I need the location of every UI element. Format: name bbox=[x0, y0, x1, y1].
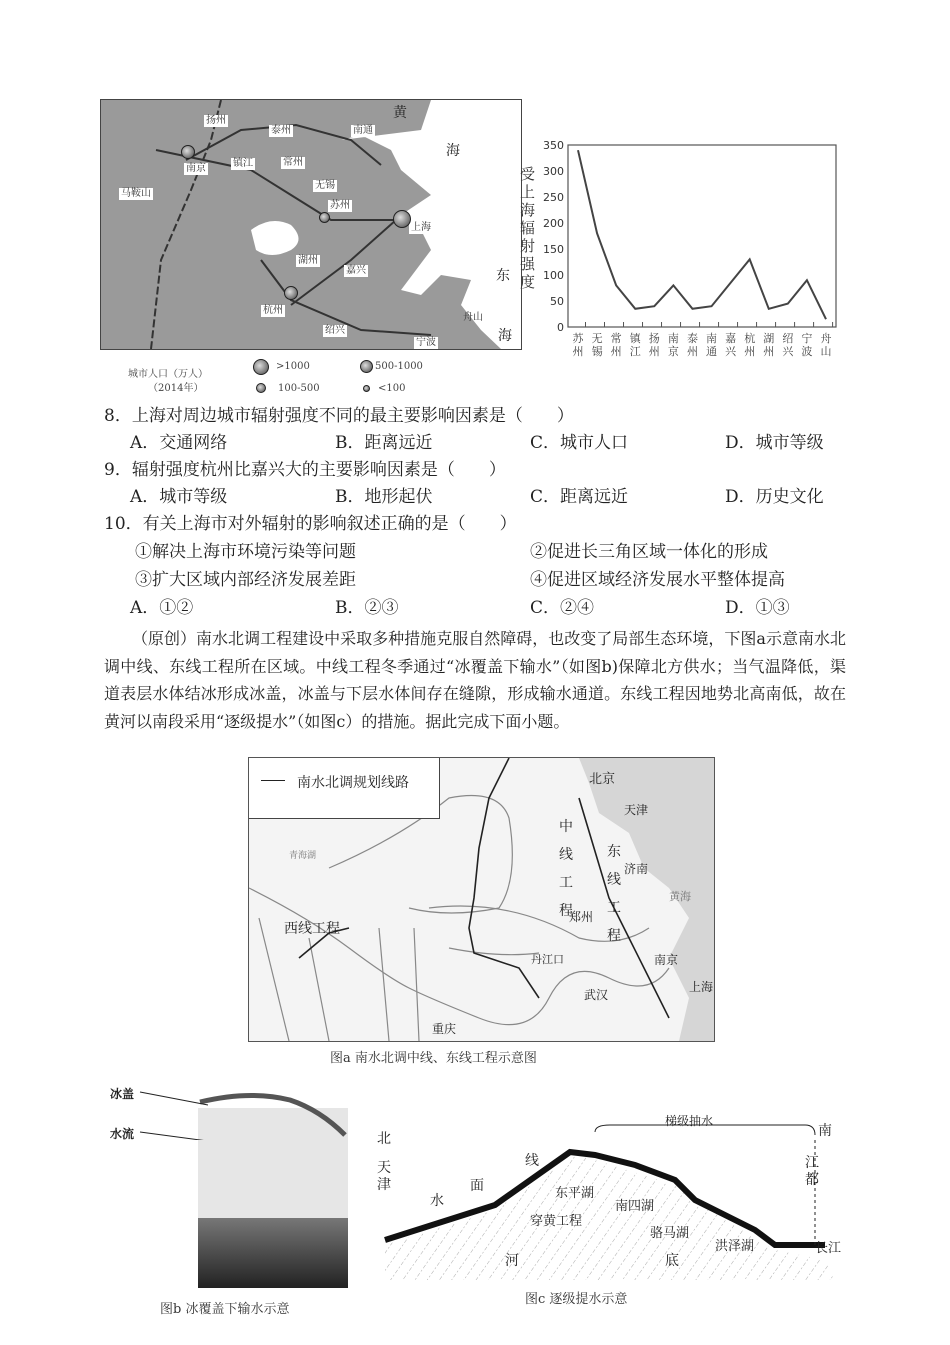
legend-year: （2014年） bbox=[148, 383, 204, 394]
svg-text:兴: 兴 bbox=[782, 345, 794, 358]
q10-statement-2: ②促进长三角区域一体化的形成 bbox=[530, 542, 768, 562]
svg-text:京: 京 bbox=[667, 345, 679, 358]
svg-text:湖: 湖 bbox=[763, 332, 775, 345]
sea-label: 黄 bbox=[393, 105, 407, 121]
q10-option-a[interactable]: A．①② bbox=[130, 598, 194, 618]
city-label: 常州 bbox=[283, 157, 303, 168]
svg-text:江: 江 bbox=[629, 345, 641, 358]
city-label: 天津 bbox=[624, 803, 649, 817]
svg-text:200: 200 bbox=[543, 217, 564, 230]
passage-text: （原创）南水北调工程建设中采取多种措施克服自然障碍，也改变了局部生态环境，下图a示意南水北调中线、东线工程所在区域。中线工程冬季通过“冰覆盖下输水”（如图b)保障北方供水；当气温降低，渠道表层水体结冰形成冰盖，冰盖与下层水体间存在缝隙，形成输水通道。东线工程因地势北高南低，故在黄河以南段采用“逐级提水”（如图c）的措施。据此完成下面小题。 bbox=[104, 629, 846, 731]
legend-dot-tiny-icon bbox=[363, 385, 370, 392]
city-label: 扬州 bbox=[206, 115, 226, 126]
svg-text:南: 南 bbox=[667, 332, 679, 345]
riverbed-label: 河 bbox=[505, 1253, 519, 1269]
q10-statement-1: ①解决上海市环境污染等问题 bbox=[135, 542, 356, 562]
figure-c-caption: 图c 逐级提水示意 bbox=[525, 1292, 628, 1307]
water-surface-label: 线 bbox=[525, 1153, 539, 1169]
city-label: 镇江 bbox=[233, 158, 253, 169]
svg-text:州: 州 bbox=[572, 345, 584, 358]
ice-cover-label: 冰盖 bbox=[110, 1087, 135, 1101]
svg-text:锡: 锡 bbox=[591, 345, 603, 358]
legend-dot-small-icon bbox=[256, 383, 266, 393]
city-label: 南京 bbox=[654, 953, 679, 967]
q9-option-c[interactable]: C．距离远近 bbox=[530, 487, 629, 507]
stepwise-pumping-diagram bbox=[375, 1110, 845, 1310]
svg-text:镇: 镇 bbox=[629, 332, 641, 345]
svg-text:250: 250 bbox=[543, 191, 564, 204]
svg-text:杭: 杭 bbox=[744, 332, 756, 345]
radiation-intensity-chart bbox=[520, 135, 850, 365]
city-label: 武汉 bbox=[584, 988, 609, 1002]
svg-text:舟: 舟 bbox=[820, 332, 832, 345]
svg-text:50: 50 bbox=[550, 295, 564, 308]
riverbed-label: 底 bbox=[665, 1253, 679, 1269]
q10-statement-3: ③扩大区域内部经济发展差距 bbox=[135, 570, 356, 590]
svg-text:兴: 兴 bbox=[725, 345, 737, 358]
legend-item: 500-1000 bbox=[375, 361, 423, 372]
city-dot-nanjing bbox=[181, 145, 195, 159]
jiangdu-label: 江都 bbox=[805, 1155, 819, 1188]
ice-cover-diagram bbox=[110, 1080, 360, 1315]
svg-text:150: 150 bbox=[543, 243, 564, 256]
elevation-profile bbox=[375, 1110, 845, 1290]
city-label: 嘉兴 bbox=[346, 265, 366, 276]
city-label: 马鞍山 bbox=[121, 188, 151, 199]
svg-text:无: 无 bbox=[591, 332, 603, 345]
tianjin-label: 天津 bbox=[377, 1160, 391, 1193]
lake-label: 青海湖 bbox=[289, 851, 317, 861]
svg-text:宁: 宁 bbox=[801, 332, 813, 345]
svg-text:波: 波 bbox=[801, 345, 813, 358]
q9-option-a[interactable]: A．城市等级 bbox=[130, 487, 228, 507]
svg-text:通: 通 bbox=[706, 345, 718, 358]
map-landmass bbox=[101, 100, 521, 349]
city-label: 杭州 bbox=[263, 305, 283, 316]
svg-text:州: 州 bbox=[763, 345, 775, 358]
south-north-water-map bbox=[248, 757, 715, 1042]
city-label: 济南 bbox=[624, 862, 649, 876]
route-label-middle: 中线工程 bbox=[559, 819, 573, 919]
line-chart bbox=[520, 135, 850, 365]
svg-text:常: 常 bbox=[610, 332, 622, 345]
q8-option-c[interactable]: C．城市人口 bbox=[530, 433, 629, 453]
city-label: 宁波 bbox=[416, 337, 436, 348]
city-label: 南京 bbox=[186, 163, 206, 174]
sea-label: 海 bbox=[446, 143, 460, 159]
north-label: 北 bbox=[377, 1131, 391, 1147]
legend-item: 100-500 bbox=[278, 383, 320, 394]
q8-option-b[interactable]: B．距离远近 bbox=[335, 433, 433, 453]
route-label-east: 东线工程 bbox=[607, 844, 621, 944]
route-line-icon bbox=[261, 780, 285, 781]
city-label: 绍兴 bbox=[325, 325, 345, 336]
figure-a-caption: 图a 南水北调中线、东线工程示意图 bbox=[330, 1051, 537, 1066]
svg-text:嘉: 嘉 bbox=[725, 332, 737, 345]
water-surface-label: 水 bbox=[430, 1193, 444, 1209]
svg-text:泰: 泰 bbox=[686, 332, 698, 345]
q10-statement-4: ④促进区域经济发展水平整体提高 bbox=[530, 570, 785, 590]
figure-b-caption: 图b 冰覆盖下输水示意 bbox=[160, 1302, 290, 1317]
city-dot-hangzhou bbox=[284, 286, 298, 300]
q9-option-d[interactable]: D．历史文化 bbox=[725, 487, 824, 507]
svg-text:州: 州 bbox=[686, 345, 698, 358]
city-label: 泰州 bbox=[271, 125, 291, 136]
question-10-stem: 10．有关上海市对外辐射的影响叙述正确的是（ ） bbox=[104, 514, 517, 534]
city-label: 南通 bbox=[353, 125, 373, 136]
svg-text:州: 州 bbox=[610, 345, 622, 358]
q10-option-d[interactable]: D．①③ bbox=[725, 598, 790, 618]
legend-dot-medium-icon bbox=[360, 360, 373, 373]
city-label: 重庆 bbox=[432, 1022, 457, 1036]
svg-text:扬: 扬 bbox=[648, 332, 660, 345]
pumping-label: 梯级抽水 bbox=[665, 1114, 714, 1128]
lake-label: 骆马湖 bbox=[650, 1226, 690, 1241]
water-surface-label: 面 bbox=[470, 1178, 484, 1194]
svg-text:山: 山 bbox=[820, 345, 832, 358]
yangtze-delta-map bbox=[100, 99, 522, 350]
city-label: 上海 bbox=[689, 980, 714, 994]
city-label: 丹江口 bbox=[531, 953, 564, 966]
svg-text:州: 州 bbox=[648, 345, 660, 358]
water-flow-label: 水流 bbox=[110, 1127, 135, 1141]
legend-item: <100 bbox=[378, 383, 406, 394]
legend-label: 南水北调规划线路 bbox=[297, 775, 409, 791]
map-a-legend bbox=[249, 758, 440, 819]
legend-dot-large-icon bbox=[253, 359, 269, 375]
city-label: 郑州 bbox=[569, 910, 594, 924]
question-9-stem: 9．辐射强度杭州比嘉兴大的主要影响因素是（ ） bbox=[104, 460, 506, 480]
q10-option-c[interactable]: C．②④ bbox=[530, 598, 595, 618]
svg-text:300: 300 bbox=[543, 165, 564, 178]
q8-option-d[interactable]: D．城市等级 bbox=[725, 433, 824, 453]
gravel-bed bbox=[198, 1218, 348, 1288]
lake-label: 南四湖 bbox=[615, 1199, 655, 1214]
city-label: 苏州 bbox=[330, 200, 350, 211]
legend-title: 城市人口（万人） bbox=[128, 369, 208, 380]
lake-label: 东平湖 bbox=[555, 1186, 595, 1201]
south-label: 南 bbox=[818, 1123, 832, 1139]
svg-text:0: 0 bbox=[557, 321, 564, 334]
legend-item: >1000 bbox=[276, 361, 310, 372]
q10-option-b[interactable]: B．②③ bbox=[335, 598, 399, 618]
city-label: 无锡 bbox=[315, 180, 335, 191]
sea-label: 东 bbox=[496, 268, 510, 284]
question-8-stem: 8．上海对周边城市辐射强度不同的最主要影响因素是（ ） bbox=[104, 406, 574, 426]
city-dot-shanghai bbox=[393, 210, 411, 228]
sea-label: 黄海 bbox=[669, 890, 691, 903]
q8-option-a[interactable]: A．交通网络 bbox=[130, 433, 228, 453]
city-label: 上海 bbox=[411, 222, 431, 233]
city-label: 湖州 bbox=[298, 255, 318, 266]
route-label-west: 西线工程 bbox=[284, 921, 340, 937]
svg-text:绍: 绍 bbox=[782, 332, 794, 345]
svg-text:苏: 苏 bbox=[572, 332, 584, 345]
city-label: 舟山 bbox=[463, 312, 483, 323]
population-legend bbox=[128, 357, 458, 397]
yangtze-label: 长江 bbox=[815, 1241, 842, 1256]
city-dot-suzhou bbox=[319, 212, 330, 223]
yellow-river-crossing-label: 穿黄工程 bbox=[530, 1214, 583, 1229]
svg-text:100: 100 bbox=[543, 269, 564, 282]
svg-text:南: 南 bbox=[706, 332, 718, 345]
lake-label: 洪泽湖 bbox=[715, 1239, 755, 1254]
svg-text:350: 350 bbox=[543, 139, 564, 152]
sea-label: 海 bbox=[498, 328, 512, 344]
svg-text:州: 州 bbox=[744, 345, 756, 358]
y-axis-label: 受上海辐射强度 bbox=[520, 165, 536, 291]
city-label: 北京 bbox=[589, 772, 616, 787]
ice-cover-lines bbox=[110, 1080, 360, 1140]
q9-option-b[interactable]: B．地形起伏 bbox=[335, 487, 433, 507]
